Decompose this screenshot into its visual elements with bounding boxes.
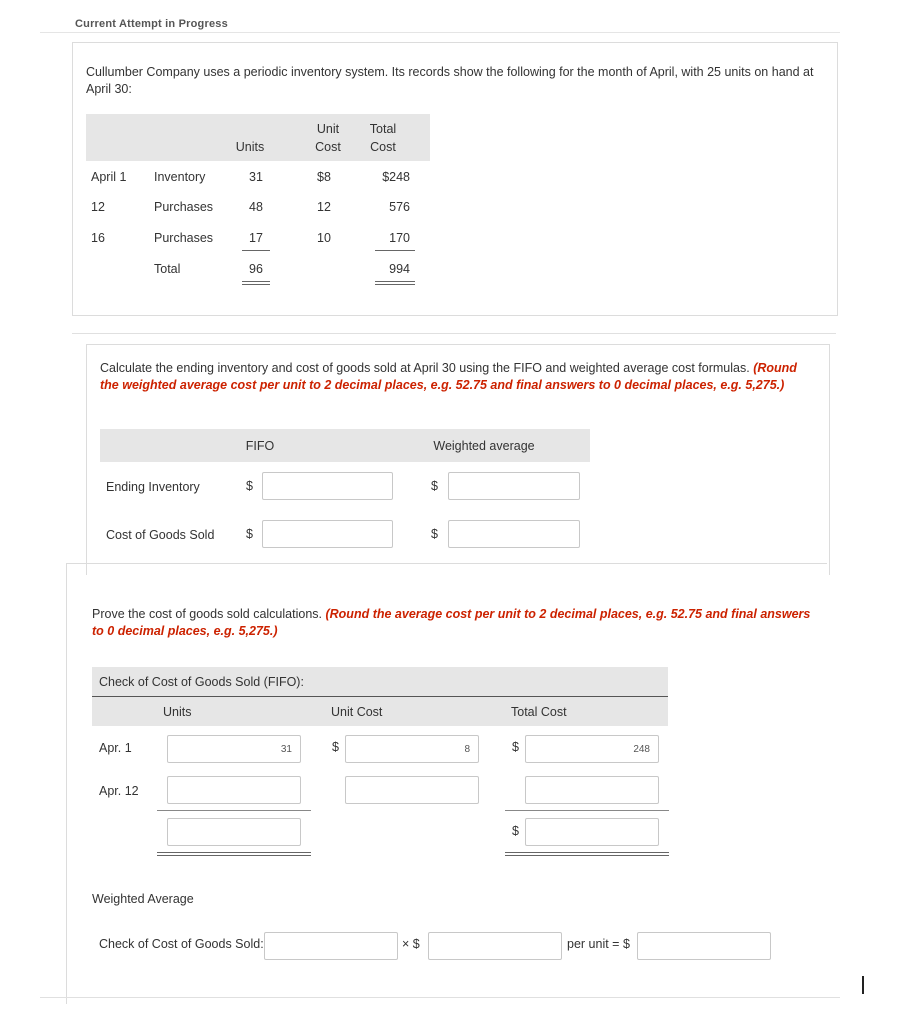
check-cogs-label: Check of Cost of Goods Sold: [99, 937, 264, 951]
col-unit-cost-line2: Cost [315, 140, 341, 154]
problem-intro: Cullumber Company uses a periodic inventory system. Its records show the following for the month of April, with 25 units on hand at April 30: [86, 65, 814, 96]
part2-instruction-text: Prove the cost of goods sold calculations. [92, 607, 322, 621]
part2-instruction [92, 606, 812, 640]
col-weighted-average: Weighted average [433, 439, 535, 453]
row-total: $248 [382, 170, 410, 184]
col-units: Units [235, 140, 265, 154]
row-units: 48 [249, 200, 263, 214]
ending-inventory-wa-input[interactable] [448, 472, 580, 500]
col-total-cost-line1: Total [369, 122, 397, 136]
total-label: Total [154, 262, 181, 276]
part1-instruction-text: Calculate the ending inventory and cost of goods sold at April 30 using the FIFO and weighted average cost formulas. [100, 361, 750, 375]
total-double-underline [375, 281, 415, 285]
col-units: Units [163, 705, 192, 719]
apr12-total-input[interactable] [525, 776, 659, 804]
row-units: 17 [249, 231, 263, 245]
part1-rounding-note: (Round the weighted average cost per unit to 2 decimal places, e.g. 52.75 and final answers to 0 decimal places, e.g. 5,275.) [100, 361, 797, 392]
total-cost: 994 [389, 262, 410, 276]
row-unit-cost: 12 [317, 200, 331, 214]
times-dollar: × $ [402, 937, 420, 951]
currency-symbol: $ [512, 740, 519, 754]
units-double-underline [242, 281, 270, 285]
col-fifo: FIFO [245, 439, 275, 453]
cogs-wa-input[interactable] [448, 520, 580, 548]
row-date: 16 [91, 231, 105, 245]
total-cost-input[interactable] [525, 818, 659, 846]
cogs-label: Cost of Goods Sold [106, 528, 215, 542]
row-label: Apr. 12 [99, 784, 139, 798]
col-total-cost-line2: Cost [370, 140, 396, 154]
wa-total-input[interactable] [637, 932, 771, 960]
apr1-total-input[interactable] [525, 735, 659, 763]
currency-symbol: $ [246, 479, 253, 493]
total-underline [505, 810, 669, 811]
wa-units-input[interactable] [264, 932, 398, 960]
row-desc: Inventory [154, 170, 206, 184]
ending-inventory-fifo-input[interactable] [262, 472, 393, 500]
currency-symbol: $ [332, 740, 339, 754]
part1-instruction [100, 360, 800, 394]
part2-rounding-note: (Round the average cost per unit to 2 decimal places, e.g. 52.75 and final answers to 0 decimal places, e.g. 5,275.) [92, 607, 811, 638]
apr12-units-input[interactable] [167, 776, 301, 804]
text-cursor [862, 976, 864, 994]
row-date: April 1 [91, 170, 127, 184]
row-date: 12 [91, 200, 105, 214]
row-label: Apr. 1 [99, 741, 132, 755]
apr1-unit-cost-input[interactable] [345, 735, 479, 763]
ending-inventory-label: Ending Inventory [106, 480, 200, 494]
row-total: 576 [389, 200, 410, 214]
col-unit-cost: Unit Cost [331, 705, 383, 719]
total-double-underline [505, 852, 669, 856]
row-desc: Purchases [154, 231, 214, 245]
row-desc: Purchases [154, 200, 214, 214]
currency-symbol: $ [512, 824, 519, 838]
units-double-underline [157, 852, 311, 856]
col-unit-cost-line1: Unit [316, 122, 340, 136]
currency-symbol: $ [431, 527, 438, 541]
bottom-divider [40, 997, 840, 998]
row-unit-cost: $8 [317, 170, 331, 184]
per-unit-label: per unit = $ [567, 937, 630, 951]
row-units: 31 [249, 170, 263, 184]
wa-unit-cost-input[interactable] [428, 932, 562, 960]
page-title: Current Attempt in Progress [75, 18, 228, 30]
units-underline [157, 810, 311, 811]
currency-symbol: $ [431, 479, 438, 493]
currency-symbol: $ [246, 527, 253, 541]
apr1-units-input[interactable] [167, 735, 301, 763]
units-underline [242, 250, 270, 251]
row-unit-cost: 10 [317, 231, 331, 245]
col-total-cost: Total Cost [511, 705, 567, 719]
total-units: 96 [249, 262, 263, 276]
total-units-input[interactable] [167, 818, 301, 846]
row-total: 170 [389, 231, 410, 245]
total-underline [375, 250, 415, 251]
check-fifo-title: Check of Cost of Goods Sold (FIFO): [99, 675, 304, 689]
weighted-average-title: Weighted Average [92, 892, 194, 906]
apr12-unit-cost-input[interactable] [345, 776, 479, 804]
cogs-fifo-input[interactable] [262, 520, 393, 548]
section-divider [72, 333, 836, 334]
